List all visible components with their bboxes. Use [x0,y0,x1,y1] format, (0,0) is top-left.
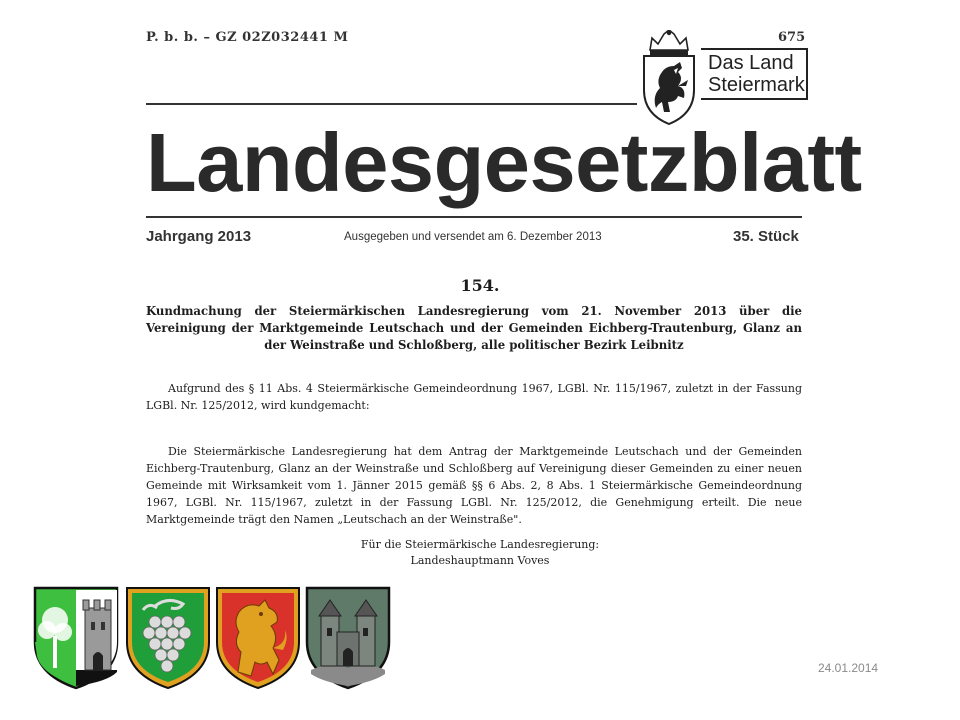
signature-name: Landeshauptmann Voves [410,554,550,567]
page-number: 675 [778,30,806,45]
title-divider [146,216,802,218]
das-land-steiermark-logo [638,30,808,126]
gazette-title: Landesgesetzblatt [146,116,862,209]
signature-authority: Für die Steiermärkische Landesregierung: [360,538,600,551]
law-number: 154. [460,276,500,295]
leutschach-lion-crest-icon [217,588,299,688]
slide-date: 24.01.2014 [818,661,879,675]
logo-wordmark-line2: Steiermark [708,74,805,96]
schlossberg-castle-crest-icon [307,588,389,688]
decision-paragraph: Die Steiermärkische Landesregierung hat dem Antrag der Marktgemeinde Leutschach und der Gemeinden Eichberg-Trautenburg, Glanz an der Weinstraße und Schloßberg auf Vereinigung dieser Gemeinden zu einer neuen Gemeinde mit Wirksamkeit vom 1. Jänner 2015 gemäß §§ 6 Abs. 2, 8 Abs. 1 Steiermärkische Gemeindeordnung 1967, LGBl. Nr. 115/1967, zuletzt in der Fassung LGBl. Nr. 125/2012, die Genehmigung erteilt. Die neue Marktgemeinde trägt den Namen „Leutschach an der Weinstraße". [146,445,802,526]
logo-wordmark-line1: Das Land [708,52,794,74]
issued-date: Ausgegeben und versendet am 6. Dezember 2013 [344,231,602,243]
municipal-crests [33,586,393,690]
styrian-panther-crest-icon [638,30,700,126]
header-divider [146,103,637,105]
law-heading: Kundmachung der Steiermärkischen Landesregierung vom 21. November 2013 über die Vereinigung der Marktgemeinde Leutschach und der Gemeinden Eichberg-Trautenburg, Glanz an der Weinstraße und Schloßberg, alle politischer Bezirk Leibnitz [146,304,802,352]
gazette-year: Jahrgang 2013 [146,228,252,245]
postage-line: P. b. b. – GZ 02Z032441 M [146,30,349,45]
legal-basis-paragraph: Aufgrund des § 11 Abs. 4 Steiermärkische Gemeindeordnung 1967, LGBl. Nr. 115/1967, zuletzt in der Fassung LGBl. Nr. 125/2012, wird kundgemacht: [146,382,802,412]
logo-wordmark [708,52,805,96]
eichberg-trautenburg-crest-icon [35,588,117,688]
glanz-grapes-crest-icon [127,588,209,688]
issue-number: 35. Stück [733,228,799,245]
